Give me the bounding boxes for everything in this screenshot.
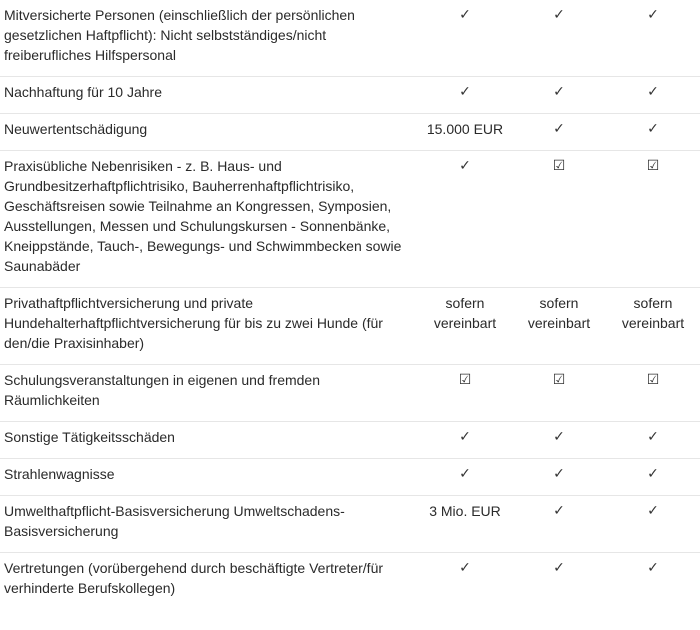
row-label: Neuwertentschädigung — [0, 114, 418, 151]
row-label: Sonstige Tätigkeitsschäden — [0, 422, 418, 459]
checked-box-icon: ☑ — [418, 365, 512, 422]
checkmark-icon: ✓ — [512, 114, 606, 151]
checkmark-icon: ✓ — [418, 422, 512, 459]
checked-box-icon: ☑ — [606, 151, 700, 288]
table-row — [0, 496, 700, 553]
checkmark-icon: ✓ — [647, 560, 659, 576]
row-label: Mitversicherte Personen (einschließlich der persönlichen gesetzlichen Haftpflicht): Nicht selbstständiges/nicht freiberufliches Hilfspersonal — [0, 0, 418, 77]
checkmark-icon: ✓ — [512, 0, 606, 77]
table-row — [0, 77, 700, 114]
row-label: Praxisübliche Nebenrisiken - z. B. Haus- und Grundbesitzerhaftpflichtrisiko, Bauherrenhaftpflichtrisiko, Geschäftsreisen sowie Teilnahme an Kongressen, Symposien, Ausstellungen, Messen und Schulungskursen - Sonnenbänke, Kneippstände, Tauch-, Bewegungs- und Schwimmbecken sowie Saunabäder — [0, 151, 418, 288]
table-row — [0, 365, 700, 422]
checkmark-icon: ✓ — [606, 77, 700, 114]
table-row — [0, 553, 700, 610]
checkmark-icon: ✓ — [606, 496, 700, 553]
table-row — [0, 422, 700, 459]
checkmark-icon: ✓ — [553, 560, 565, 576]
checkmark-icon: ✓ — [418, 77, 512, 114]
checkmark-icon: ✓ — [512, 422, 606, 459]
row-label: Schulungsveranstaltungen in eigenen und fremden Räumlichkeiten — [0, 365, 418, 422]
table-row — [0, 151, 700, 288]
table-row — [0, 288, 700, 365]
checkmark-icon: ✓ — [418, 459, 512, 496]
table-row — [0, 114, 700, 151]
checkmark-icon: ✓ — [606, 114, 700, 151]
table-row — [0, 459, 700, 496]
checkmark-icon: ✓ — [606, 0, 700, 77]
row-label: Nachhaftung für 10 Jahre — [0, 77, 418, 114]
checkmark-icon: ✓ — [418, 0, 512, 77]
checkmark-icon: ✓ — [418, 151, 512, 288]
checkmark-icon: ✓ — [512, 459, 606, 496]
row-label: Strahlenwagnisse — [0, 459, 418, 496]
checkmark-icon: ✓ — [459, 560, 471, 576]
checkmark-icon: ✓ — [606, 459, 700, 496]
cell-value: 3 Mio. EUR — [418, 496, 512, 553]
checked-box-icon: ☑ — [512, 151, 606, 288]
cell-value: sofern vereinbart — [418, 288, 512, 365]
row-label: Umwelthaftpflicht-Basisversicherung Umweltschadens-Basisversicherung — [0, 496, 418, 553]
cell-value: sofern vereinbart — [606, 288, 700, 365]
checked-box-icon: ☑ — [606, 365, 700, 422]
row-label: Privathaftpflichtversicherung und private Hundehalterhaftpflichtversicherung für bis zu zwei Hunde (für den/die Praxisinhaber) — [0, 288, 418, 365]
checked-box-icon: ☑ — [512, 365, 606, 422]
cell-value: sofern vereinbart — [512, 288, 606, 365]
checkmark-icon: ✓ — [512, 77, 606, 114]
checkmark-icon: ✓ — [512, 496, 606, 553]
table-row — [0, 0, 700, 77]
checkmark-icon: ✓ — [606, 422, 700, 459]
cell-value: 15.000 EUR — [418, 114, 512, 151]
row-label: Vertretungen (vorübergehend durch beschäftigte Vertreter/für verhinderte Berufskollegen) — [4, 560, 384, 596]
